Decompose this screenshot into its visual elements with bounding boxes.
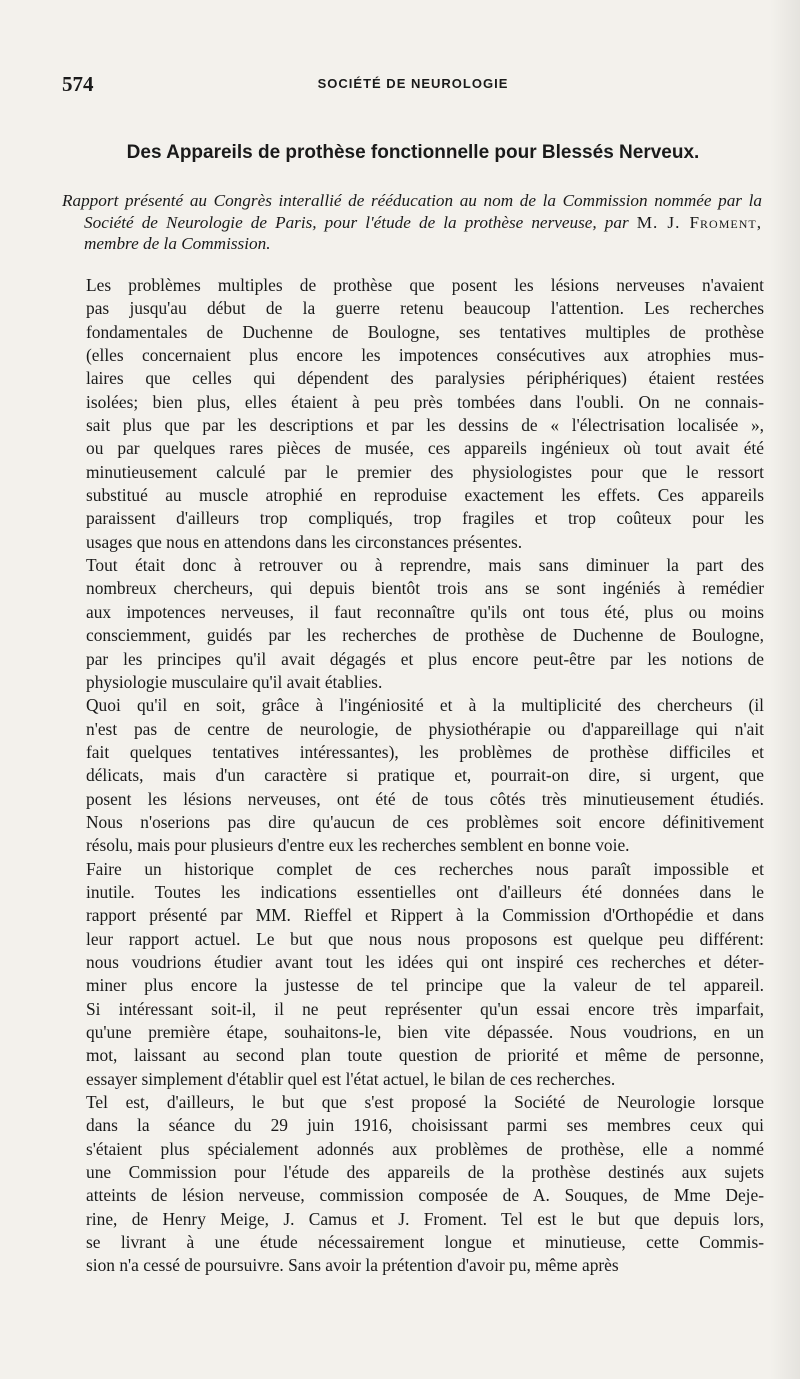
text-line: laires que celles qui dépendent des paralysies périphériques) étaient restées	[86, 368, 764, 389]
text-line: n'est pas de centre de neurologie, de physiothérapie ou d'appareillage qui n'ait	[86, 718, 764, 739]
text-line: s'étaient plus spécialement adonnés aux problèmes de prothèse, elle a nommé	[86, 1138, 764, 1159]
text-line: Tout était donc à retrouver ou à reprendre, mais sans diminuer la part des	[86, 555, 764, 576]
text-line: Nous n'oserions pas dire qu'aucun de ces problèmes soit encore définitivement	[86, 811, 764, 832]
text-line: fait quelques tentatives intéressantes), les problèmes de prothèse difficiles et	[86, 741, 764, 762]
text-line: fondamentales de Duchenne de Boulogne, ses tentatives multiples de prothèse	[86, 321, 764, 342]
report-author: M. J. Froment,	[636, 212, 762, 232]
text-line: nombreux chercheurs, qui depuis bientôt trois ans se sont ingéniés à remédier	[86, 578, 764, 599]
text-line: dans la séance du 29 juin 1916, choisissant parmi ses membres ceux qui	[86, 1115, 764, 1136]
running-head: SOCIÉTÉ DE NEUROLOGIE	[317, 76, 509, 91]
article-body	[62, 274, 764, 1278]
text-line: essayer simplement d'établir quel est l'état actuel, le bilan de ces recherches.	[86, 1068, 616, 1089]
report-text-intro: Rapport présenté au Congrès interallié de rééducation au nom de la Commission nommée par la Société de Neurologie de Paris, pour l'étude de la prothèse nerveuse, par	[62, 191, 762, 232]
text-line: rine, de Henry Meige, J. Camus et J. Froment. Tel est le but que depuis lors,	[86, 1208, 764, 1229]
text-line: qu'une première étape, souhaitons-le, bien vite dépassée. Nous voudrions, en un	[86, 1022, 764, 1042]
text-line: atteints de lésion nerveuse, commission composée de A. Souques, de Mme Deje-	[86, 1185, 764, 1206]
text-line: usages que nous en attendons dans les circonstances présentes.	[86, 531, 523, 552]
report-text	[62, 190, 762, 255]
page-edge-shadow	[770, 0, 800, 1379]
text-line: nous voudrions étudier avant tout les idées qui ont inspiré ces recherches et déter-	[86, 951, 764, 972]
paragraph	[62, 858, 764, 1091]
text-line: Les problèmes multiples de prothèse que posent les lésions nerveuses n'avaient	[86, 275, 764, 295]
page-header	[62, 72, 764, 100]
text-line: posent les lésions nerveuses, ont été de tous côtés très minutieusement étudiés.	[86, 788, 764, 809]
article-title: Des Appareils de prothèse fonctionnelle pour Blessés Nerveux.	[126, 142, 700, 163]
text-line: paraissent d'ailleurs trop compliqués, trop fragiles et trop coûteux pour les	[86, 508, 764, 529]
text-line: délicats, mais d'un caractère si pratique et, pourrait-on dire, si urgent, que	[86, 765, 764, 786]
text-line: (elles concernaient plus encore les impotences consécutives aux atrophies mus-	[86, 345, 764, 366]
text-line: pas jusqu'au début de la guerre retenu beaucoup l'attention. Les recherches	[86, 298, 764, 319]
text-line: leur rapport actuel. Le but que nous nous proposons est quelque peu différent:	[86, 928, 764, 949]
text-line: Quoi qu'il en soit, grâce à l'ingéniosité et à la multiplicité des chercheurs (il	[86, 695, 764, 716]
text-line: isolées; bien plus, elles étaient à peu près tombées dans l'oubli. On ne connais-	[86, 391, 764, 412]
text-line: Si intéressant soit-il, il ne peut représenter qu'un essai encore très imparfait,	[86, 998, 764, 1019]
paragraph	[62, 1091, 764, 1278]
paragraph	[62, 554, 764, 694]
text-line: mot, laissant au second plan toute question de priorité et même de personne,	[86, 1045, 764, 1066]
text-line: sait plus que par les descriptions et par les dessins de « l'électrisation localisée »,	[86, 415, 764, 436]
report-note	[62, 190, 762, 255]
text-line: sion n'a cessé de poursuivre. Sans avoir la prétention d'avoir pu, même après	[86, 1255, 619, 1276]
text-line: rapport présenté par MM. Rieffel et Rippert à la Commission d'Orthopédie et dans	[86, 905, 764, 926]
text-line: aux impotences nerveuses, il faut reconnaître qu'ils ont tous été, plus ou moins	[86, 601, 764, 622]
text-line: miner plus encore la justesse de tel principe que la valeur de tel appareil.	[86, 975, 764, 996]
text-line: une Commission pour l'étude des appareils de la prothèse destinés aux sujets	[86, 1162, 764, 1183]
text-line: résolu, mais pour plusieurs d'entre eux les recherches semblent en bonne voie.	[86, 835, 630, 856]
text-line: Tel est, d'ailleurs, le but que s'est proposé la Société de Neurologie lorsque	[86, 1092, 764, 1113]
text-line: substitué au muscle atrophié en reproduise exactement les effets. Ces appareils	[86, 485, 764, 506]
text-line: physiologie musculaire qu'il avait établies.	[86, 671, 383, 692]
text-line: par les principes qu'il avait dégagés et plus encore peut-être par les notions de	[86, 648, 764, 669]
paragraph	[62, 274, 764, 554]
report-author-role: membre de la Commission.	[84, 234, 271, 253]
text-line: se livrant à une étude nécessairement longue et minutieuse, cette Commis-	[86, 1232, 764, 1253]
text-line: minutieusement calculé par le premier des physiologistes pour que le ressort	[86, 461, 764, 482]
text-line: inutile. Toutes les indications essentielles ont d'ailleurs été données dans le	[86, 881, 764, 902]
paragraph	[62, 694, 764, 857]
text-line: ou par quelques rares pièces de musée, ces appareils ingénieux où tout avait été	[86, 438, 764, 459]
page-number: 574	[62, 72, 94, 96]
text-line: Faire un historique complet de ces recherches nous paraît impossible et	[86, 858, 764, 879]
text-line: consciemment, guidés par les recherches de prothèse de Duchenne de Boulogne,	[86, 625, 764, 646]
